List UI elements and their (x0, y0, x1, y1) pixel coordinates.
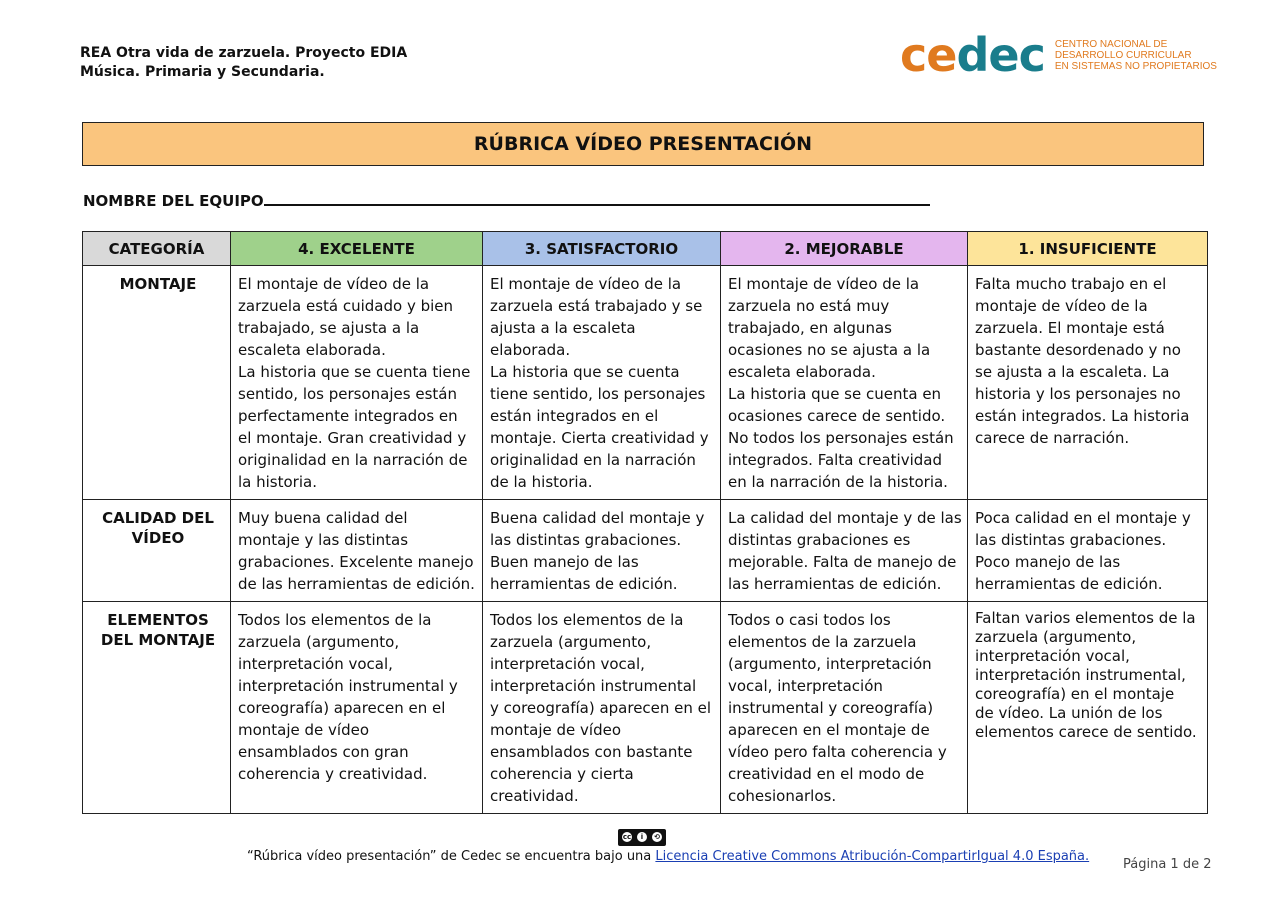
document-header (80, 44, 407, 82)
page-number: Página 1 de 2 (1123, 857, 1212, 872)
table-header-row (83, 232, 1208, 266)
rubric-title: RÚBRICA VÍDEO PRESENTACIÓN (82, 122, 1204, 166)
team-name-blank-line (264, 190, 930, 206)
row-elementos-del-montaje (83, 602, 1208, 814)
category-cell: CALIDAD DEL VÍDEO (83, 500, 231, 602)
license-link[interactable]: Licencia Creative Commons Atribución-CompartirIgual 4.0 España. (655, 849, 1090, 864)
cedec-logo (900, 30, 1217, 80)
descriptor-cell-mejorable: Todos o casi todos los elementos de la zarzuela (argumento, interpretación vocal, interpretación instrumental y coreografía) aparecen en el montaje de vídeo pero falta coherencia y creatividad en el modo de cohesionarlos. (721, 602, 968, 814)
descriptor-cell-excelente: Muy buena calidad del montaje y las distintas grabaciones. Excelente manejo de las herramientas de edición. (231, 500, 483, 602)
header-insuficiente: 1. INSUFICIENTE (968, 232, 1208, 266)
rubric-table (82, 231, 1208, 814)
descriptor-cell-insuficiente: Faltan varios elementos de la zarzuela (argumento, interpretación vocal, interpretación instrumental, coreografía) en el montaje de vídeo. La unión de los elementos carece de sentido. (968, 602, 1208, 814)
descriptor-cell-excelente: Todos los elementos de la zarzuela (argumento, interpretación vocal, interpretación instrumental y coreografía) aparecen en el montaje de vídeo ensamblados con gran coherencia y creatividad. (231, 602, 483, 814)
category-cell: MONTAJE (83, 266, 231, 500)
license-notice: “Rúbrica vídeo presentación” de Cedec se encuentra bajo una Licencia Creative Commons Atribución-CompartirIgual 4.0 España. (247, 849, 1090, 864)
logo-wordmark: cedec (900, 28, 1045, 82)
descriptor-cell-satisfactorio: Buena calidad del montaje y las distintas grabaciones. Buen manejo de las herramientas de edición. (483, 500, 721, 602)
descriptor-cell-satisfactorio: El montaje de vídeo de la zarzuela está trabajado y se ajusta a la escaleta elaborada. La historia que se cuenta tiene sentido, los personajes están integrados en el montaje. Cierta creatividad y originalidad en la narración de la historia. (483, 266, 721, 500)
row-montaje (83, 266, 1208, 500)
category-cell: ELEMENTOS DEL MONTAJE (83, 602, 231, 814)
descriptor-cell-mejorable: La calidad del montaje y de las distintas grabaciones es mejorable. Falta de manejo de las herramientas de edición. (721, 500, 968, 602)
team-name-field (83, 190, 930, 210)
descriptor-cell-satisfactorio: Todos los elementos de la zarzuela (argumento, interpretación vocal, interpretación instrumental y coreografía) aparecen en el montaje de vídeo ensamblados con bastante coherencia y cierta creatividad. (483, 602, 721, 814)
descriptor-cell-excelente: El montaje de vídeo de la zarzuela está cuidado y bien trabajado, se ajusta a la escaleta elaborada. La historia que se cuenta tiene sentido, los personajes están perfectamente integrados en el montaje. Gran creatividad y originalidad en la narración de la historia. (231, 266, 483, 500)
header-categoria: CATEGORÍA (83, 232, 231, 266)
header-excelente: 4. EXCELENTE (231, 232, 483, 266)
logo-tagline: CENTRO NACIONAL DE DESARROLLO CURRICULAR EN SISTEMAS NO PROPIETARIOS (1054, 38, 1217, 72)
row-calidad-del-video (83, 500, 1208, 602)
header-satisfactorio: 3. SATISFACTORIO (483, 232, 721, 266)
descriptor-cell-insuficiente: Falta mucho trabajo en el montaje de vídeo de la zarzuela. El montaje está bastante desordenado y no se ajusta a la escaleta. La historia y los personajes no están integrados. La historia carece de narración. (968, 266, 1208, 500)
header-mejorable: 2. MEJORABLE (721, 232, 968, 266)
descriptor-cell-insuficiente: Poca calidad en el montaje y las distintas grabaciones. Poco manejo de las herramientas de edición. (968, 500, 1208, 602)
descriptor-cell-mejorable: El montaje de vídeo de la zarzuela no está muy trabajado, en algunas ocasiones no se ajusta a la escaleta elaborada. La historia que se cuenta en ocasiones carece de sentido. No todos los personajes están integrados. Falta creatividad en la narración de la historia. (721, 266, 968, 500)
creative-commons-by-sa-icon: cc i ⟲ (618, 829, 666, 846)
team-name-label: NOMBRE DEL EQUIPO (83, 192, 264, 210)
header-line-2: Música. Primaria y Secundaria. (80, 64, 325, 80)
header-line-1: REA Otra vida de zarzuela. Proyecto EDIA (80, 45, 408, 61)
